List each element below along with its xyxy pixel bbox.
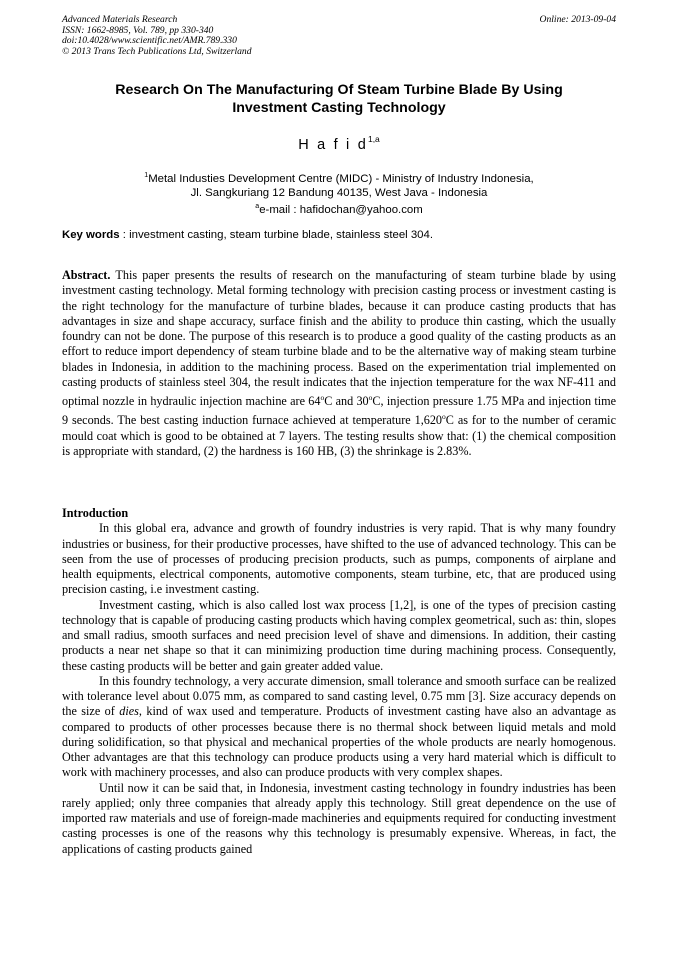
keywords-text: : investment casting, steam turbine blade, stainless steel 304. xyxy=(119,229,434,241)
degree-superscript: o xyxy=(442,412,446,422)
intro-paragraph-1: In this global era, advance and growth of foundry industries is very rapid. That is why many foundry industries or business, for their productive processes, have shifted to the use of advanced technology. This can be seen from the use of processes of producing precision products, such as pumps, components of airplane and health equipments, electrical components, automotive components, steam turbine, etc, that are produced using precision casting, i.e investment casting. xyxy=(62,521,616,597)
title-line-1: Research On The Manufacturing Of Steam Turbine Blade By Using xyxy=(115,82,563,98)
degree-superscript: o xyxy=(368,393,373,402)
affiliation-line-1 xyxy=(62,169,616,186)
emphasis-dies: dies xyxy=(119,704,139,719)
abstract xyxy=(62,268,616,459)
intro-paragraph-2: Investment casting, which is also called lost wax process [1,2], is one of the types of precision casting technology that is capable of producing casting products which having complex geometrical, such as: thin, slopes and small radius, smooth surfaces and need precision level of shave and dimensions. In addition, their casting products a near net shape so that it can minimizing production time during machining process. Consequently, these casting products will be better and gain greater added value. xyxy=(62,597,616,673)
online-date: Online: 2013-09-04 xyxy=(539,14,616,25)
journal-name: Advanced Materials Research xyxy=(62,14,178,25)
journal-header xyxy=(62,15,616,57)
affiliation-sup-a: a xyxy=(255,203,260,211)
degree-superscript: o xyxy=(320,393,325,402)
intro-paragraph-3-text-cont: , kind of wax used and temperature. Products of investment casting have also an advantage as compared to products of other processes because there is no thermal shock between liquid metals and mold during solidification, so that physical and mechanical properties of the whole products are nearly homogenous. Other advantages are that this technology can produce products using a very hard material which is difficult to work with machinery processes, and also can produce products with very complex shapes. xyxy=(62,704,616,780)
affiliation-sup-1: 1 xyxy=(144,172,149,179)
journal-copyright: © 2013 Trans Tech Publications Ltd, Switzerland xyxy=(62,45,252,57)
affiliation-email-line xyxy=(62,200,616,217)
journal-issn: ISSN: 1662-8985, Vol. 789, pp 330-340 xyxy=(62,24,214,36)
journal-doi: doi:10.4028/www.scientific.net/AMR.789.330 xyxy=(62,35,237,47)
paper-title xyxy=(62,82,616,117)
keywords xyxy=(62,228,616,242)
affiliation-institute: Metal Industies Development Centre (MIDC) - Ministry of Industry Indonesia, xyxy=(148,173,534,185)
author-superscript: 1,a xyxy=(367,134,380,144)
intro-paragraph-4: Until now it can be said that, in Indonesia, investment casting technology in foundry industries has been rarely applied; only three companies that already apply this technology. Still great dependence on the use of imported raw materials and use of foreign-made machineries and equipments required for conducting investment casting processes is one of the reasons why this technology is presumably expensive. Whereas, in fact, the applications of casting products gained xyxy=(62,780,616,856)
introduction-section xyxy=(62,506,616,857)
intro-paragraph-3-text: In this foundry technology, a very accurate dimension, small tolerance and smooth surface can be realized with tolerance level about 0.075 mm, as compared to sand casting level, 0.75 mm [3]. Size accuracy depends on the size of xyxy=(62,673,616,719)
author-email: e-mail : hafidochan@yahoo.com xyxy=(259,204,423,217)
section-heading: Introduction xyxy=(62,506,129,520)
affiliation-block xyxy=(62,169,616,218)
intro-paragraph-3 xyxy=(62,674,616,781)
author-name: H a f i d xyxy=(298,137,368,153)
abstract-text-2: C and 30 xyxy=(324,394,369,408)
author-line xyxy=(62,134,616,153)
title-line-2: Investment Casting Technology xyxy=(232,99,446,116)
keywords-label: Key words xyxy=(62,229,120,241)
abstract-text-4: C as for to the number of ceramic mould coat which is good to be obtained at 7 layers. The testing results show that: (1) the chemical composition is appropriate with standard, (2) the hardness is 160 HB, (3) the shrinkage is 2.83%. xyxy=(62,413,616,458)
abstract-label: Abstract. xyxy=(62,268,111,282)
affiliation-line-2: Jl. Sangkuriang 12 Bandung 40135, West Java - Indonesia xyxy=(190,187,488,200)
abstract-text-3: C, injection pressure 1.75 MPa and injection time 9 seconds. The best casting induction furnace achieved at temperature 1,620 xyxy=(62,394,616,428)
abstract-text-1: This paper presents the results of research on the manufacturing of steam turbine blade by using investment casting technology. Metal forming technology with precision casting process or investment casting is the right technology for the manufacture of turbine blades, because it can produce casting products that has advantages in size and shape accuracy, surface finish and the ability to produce thin casting, which the usually foundry can not be done. The purpose of this research is to produce a good quality of the casting products as an effort to reduce import dependency of steam turbine blade and to be the alternative way of making steam turbine blades in Indonesia, in addition to the machining process. Based on the experimentation trial implemented on casting products of stainless steel 304, the result indicates that the injection temperature for the wax NF-411 and optimal nozzle in hydraulic injection machine are 64 xyxy=(62,268,616,408)
